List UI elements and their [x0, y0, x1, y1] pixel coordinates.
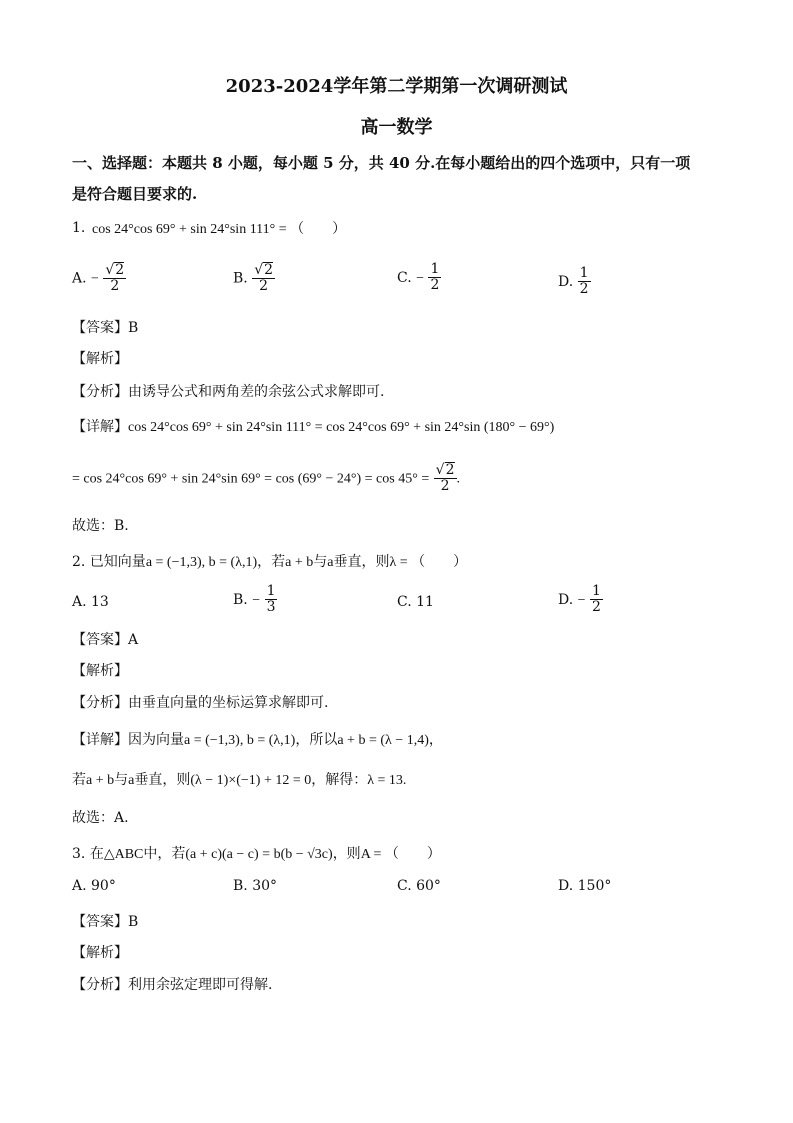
- q2-option-b-num: 1: [266, 583, 276, 599]
- document-title: 2023-2024学年第二学期第一次调研测试: [225, 76, 568, 97]
- q3-stem-f: A = （ ）: [360, 847, 441, 862]
- q2-detail2-avec: a: [128, 773, 135, 788]
- q2-stem-e: 与: [313, 554, 328, 570]
- q1-option-d-den: 2: [579, 281, 589, 298]
- q3-stem-equation: (a + c)(a − c) = b(b − √3c): [185, 847, 333, 862]
- q1-option-d-label: D.: [558, 273, 574, 290]
- q3-fenxi: [72, 974, 272, 994]
- q2-detail2-equation: (λ − 1)×(−1) + 12 = 0: [190, 773, 312, 788]
- q1-option-d-num: 1: [579, 265, 589, 281]
- q2-answer-value: A: [128, 632, 139, 648]
- q2-answer: [72, 629, 138, 649]
- q2-option-d: [558, 584, 603, 616]
- q3-option-c: C. 60°: [397, 878, 441, 894]
- q2-stem-a-vector: a: [327, 555, 334, 570]
- q1-option-c: [397, 262, 441, 294]
- q1-option-b-num: 2: [264, 262, 274, 278]
- section-heading-line2: 是符合题目要求的.: [72, 185, 198, 203]
- q1-option-d: [558, 266, 591, 298]
- q2-option-d-den: 2: [592, 599, 601, 616]
- q2-stem-lambda: λ = （ ）: [389, 555, 468, 570]
- answer-label: 【答案】: [72, 914, 128, 930]
- q2-analysis-label: 【解析】: [72, 663, 128, 679]
- q1-fenxi: [72, 381, 384, 401]
- q2-option-c: C. 11: [397, 594, 434, 610]
- q1-option-a-den: 2: [110, 278, 120, 295]
- q2-option-b-den: 3: [266, 599, 276, 616]
- q2-choice: [72, 807, 129, 827]
- fenxi-label: 【分析】: [72, 977, 128, 993]
- q1-option-a-label: A.: [72, 270, 87, 287]
- q2-detail2-c: 与: [114, 772, 129, 788]
- q3-option-a: A. 90°: [72, 878, 116, 894]
- q1-option-c-sign: −: [416, 270, 425, 286]
- answer-label: 【答案】: [72, 320, 128, 336]
- q1-answer-value: B: [128, 320, 139, 336]
- q2-detail-line2: [72, 769, 406, 789]
- q1-detail-line2: [72, 462, 460, 495]
- choice-label: 故选：: [72, 518, 114, 534]
- q2-number: 2.: [72, 554, 86, 570]
- q1-choice: [72, 515, 129, 535]
- q3-fenxi-text: 利用余弦定理即可得解.: [128, 977, 273, 993]
- q1-option-a: [72, 262, 126, 295]
- q1-detail-line1: [72, 416, 554, 436]
- q1-detail2-end: .: [456, 471, 461, 487]
- q2-stem-vectors: a = (−1,3), b = (λ,1): [145, 555, 258, 570]
- q1-fenxi-text: 由诱导公式和两角差的余弦公式求解即可.: [128, 384, 385, 400]
- q1-choice-value: B.: [114, 518, 129, 534]
- q2-option-b-fraction: [265, 584, 278, 616]
- q3-stem-a: 在: [89, 846, 104, 862]
- q3-stem-triangle: △ABC: [103, 847, 144, 862]
- q1-option-c-den: 2: [430, 277, 440, 294]
- detail-label: 【详解】: [72, 732, 128, 748]
- q1-option-a-sign: −: [91, 271, 99, 287]
- q1-detail2-math: = cos 24°cos 69° + sin 24°sin 69° = cos (69° − 24°) = cos 45° =: [72, 471, 430, 487]
- q3-stem-c: 中，若: [143, 846, 186, 862]
- q1-option-b-fraction: $\frac{√2}{2}$: [254, 262, 274, 295]
- q2-detail2-sum: a + b: [86, 773, 115, 788]
- q1-analysis-label: 【解析】: [72, 351, 128, 367]
- fenxi-label: 【分析】: [72, 384, 128, 400]
- q2-detail2-result: λ = 13.: [367, 773, 407, 788]
- q2-option-d-num: 1: [592, 583, 601, 599]
- fenxi-label: 【分析】: [72, 695, 128, 711]
- q2-detail2-a: 若: [72, 772, 86, 788]
- q3-number: 3.: [72, 846, 86, 862]
- q2-detail2-e: 垂直，则: [134, 772, 191, 788]
- q2-detail1-c: ，所以: [295, 732, 338, 748]
- q1-option-b: [233, 262, 275, 295]
- q1-option-b-label: B.: [233, 270, 248, 287]
- q3-option-d: D. 150°: [558, 878, 612, 894]
- q2-option-b-sign: −: [252, 592, 261, 608]
- q3-stem: [72, 843, 441, 863]
- q1-detail1-math: cos 24°cos 69° + sin 24°sin 111° = cos 24°cos 69° + sin 24°sin (180° − 69°): [128, 420, 555, 435]
- detail-label: 【详解】: [72, 419, 128, 435]
- q2-detail1-a: 因为向量: [128, 732, 184, 748]
- q1-option-c-fraction: [428, 262, 441, 294]
- document-subtitle: 高一数学: [360, 117, 433, 138]
- q2-fenxi: [72, 692, 328, 712]
- q1-answer: [72, 317, 138, 337]
- q1-option-c-num: 1: [430, 261, 440, 277]
- q3-stem-e: ，则: [332, 846, 361, 862]
- q2-stem-sum: a + b: [285, 555, 314, 570]
- q2-option-b-label: B.: [233, 591, 248, 608]
- answer-label: 【答案】: [72, 632, 128, 648]
- q3-answer: [72, 911, 138, 931]
- q1-detail2-fraction: $\frac{√2}{2}$: [435, 462, 455, 495]
- q1-option-c-label: C.: [397, 269, 412, 286]
- q2-stem: [72, 551, 467, 571]
- q1-option-d-fraction: [578, 266, 591, 298]
- q2-stem-g: 垂直，则: [333, 554, 390, 570]
- q2-option-d-label: D.: [558, 591, 574, 608]
- q2-detail1-sum: a + b = (λ − 1,4): [337, 733, 429, 748]
- q2-option-d-sign: −: [577, 592, 586, 608]
- q2-option-a: A. 13: [72, 594, 109, 610]
- q3-answer-value: B: [128, 914, 139, 930]
- q2-fenxi-text: 由垂直向量的坐标运算求解即可.: [128, 695, 329, 711]
- q3-option-b: B. 30°: [233, 878, 278, 894]
- q2-stem-c: ，若: [257, 554, 286, 570]
- q1-detail2-den: 2: [440, 478, 450, 495]
- q2-stem-a: 已知向量: [89, 554, 146, 570]
- q1-stem: cos 24°cos 69° + sin 24°sin 111° = （ ）: [92, 222, 347, 237]
- q1-number: 1.: [72, 220, 86, 236]
- section-heading-line1: 一、选择题：本题共 8 小题，每小题 5 分，共 40 分.在每小题给出的四个选项中，只有一项: [72, 154, 691, 172]
- q2-choice-value: A.: [114, 810, 129, 826]
- q2-detail2-g: ，解得：: [311, 772, 368, 788]
- q2-option-b: [233, 584, 277, 616]
- q2-detail-line1: [72, 729, 443, 749]
- q2-detail1-vectors: a = (−1,3), b = (λ,1): [184, 733, 296, 748]
- q1-option-b-den: 2: [259, 278, 269, 295]
- q1-option-a-num: 2: [115, 262, 125, 278]
- choice-label: 故选：: [72, 810, 114, 826]
- q1-detail2-num: 2: [445, 462, 455, 478]
- q2-detail1-e: ，: [428, 732, 443, 748]
- q1-option-a-fraction: $\frac{√2}{2}$: [105, 262, 125, 295]
- q2-option-d-fraction: [590, 584, 603, 616]
- q3-analysis-label: 【解析】: [72, 945, 128, 961]
